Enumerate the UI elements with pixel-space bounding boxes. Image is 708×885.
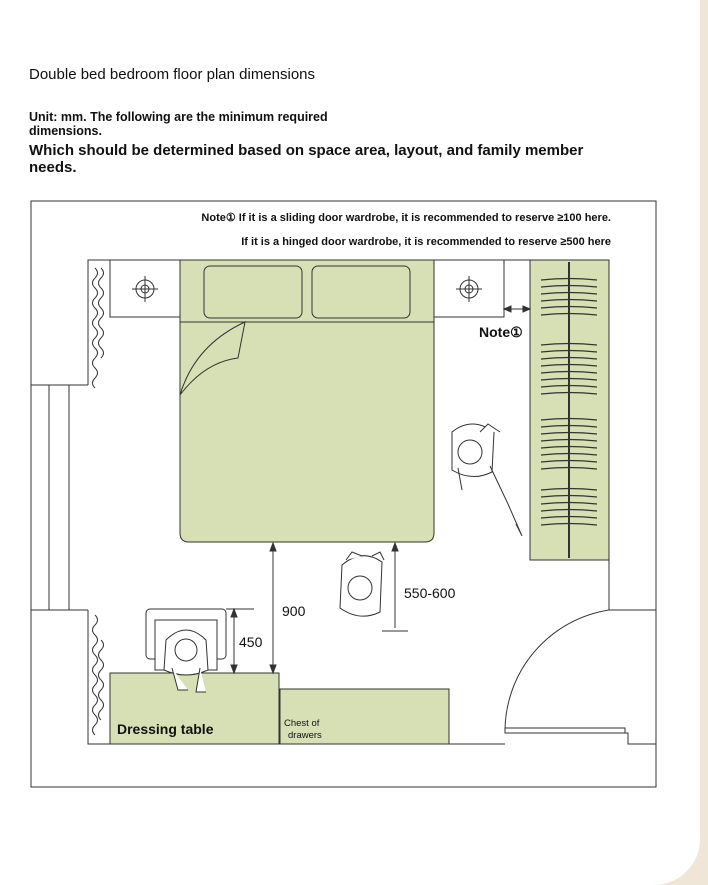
page-title: Double bed bedroom floor plan dimensions	[29, 66, 316, 83]
pillow-right	[312, 266, 410, 318]
note-marker: Note①	[479, 324, 523, 340]
double-bed	[180, 260, 434, 542]
pillow-left	[204, 266, 302, 318]
dimension-450-label: 450	[239, 634, 263, 650]
nightstand-left	[110, 260, 180, 317]
unit-note: Unit: mm. The following are the minimum required dimensions.	[29, 110, 328, 138]
requirements-note: Which should be determined based on space area, layout, and family member needs.	[29, 142, 584, 176]
hinged-door-note: If it is a hinged door wardrobe, it is recommended to reserve ≥500 here	[241, 236, 611, 248]
entry-door	[505, 610, 625, 733]
dimension-900-label: 900	[282, 603, 306, 619]
chest-label-line1: Chest of	[284, 718, 320, 729]
dimension-900	[270, 543, 276, 673]
dressing-table-label: Dressing table	[117, 721, 214, 737]
person-standing-icon	[340, 552, 384, 616]
wardrobe	[530, 260, 609, 560]
note-gap-arrow	[504, 306, 530, 312]
nightstand-right	[434, 260, 504, 317]
person-walking-icon	[452, 424, 522, 536]
sliding-door-note: Note① If it is a sliding door wardrobe, it is recommended to reserve ≥100 here.	[201, 212, 611, 224]
curtain-icon	[93, 268, 104, 735]
dimension-550-600-label: 550-600	[404, 585, 456, 601]
chest-label-line2: drawers	[288, 730, 322, 741]
